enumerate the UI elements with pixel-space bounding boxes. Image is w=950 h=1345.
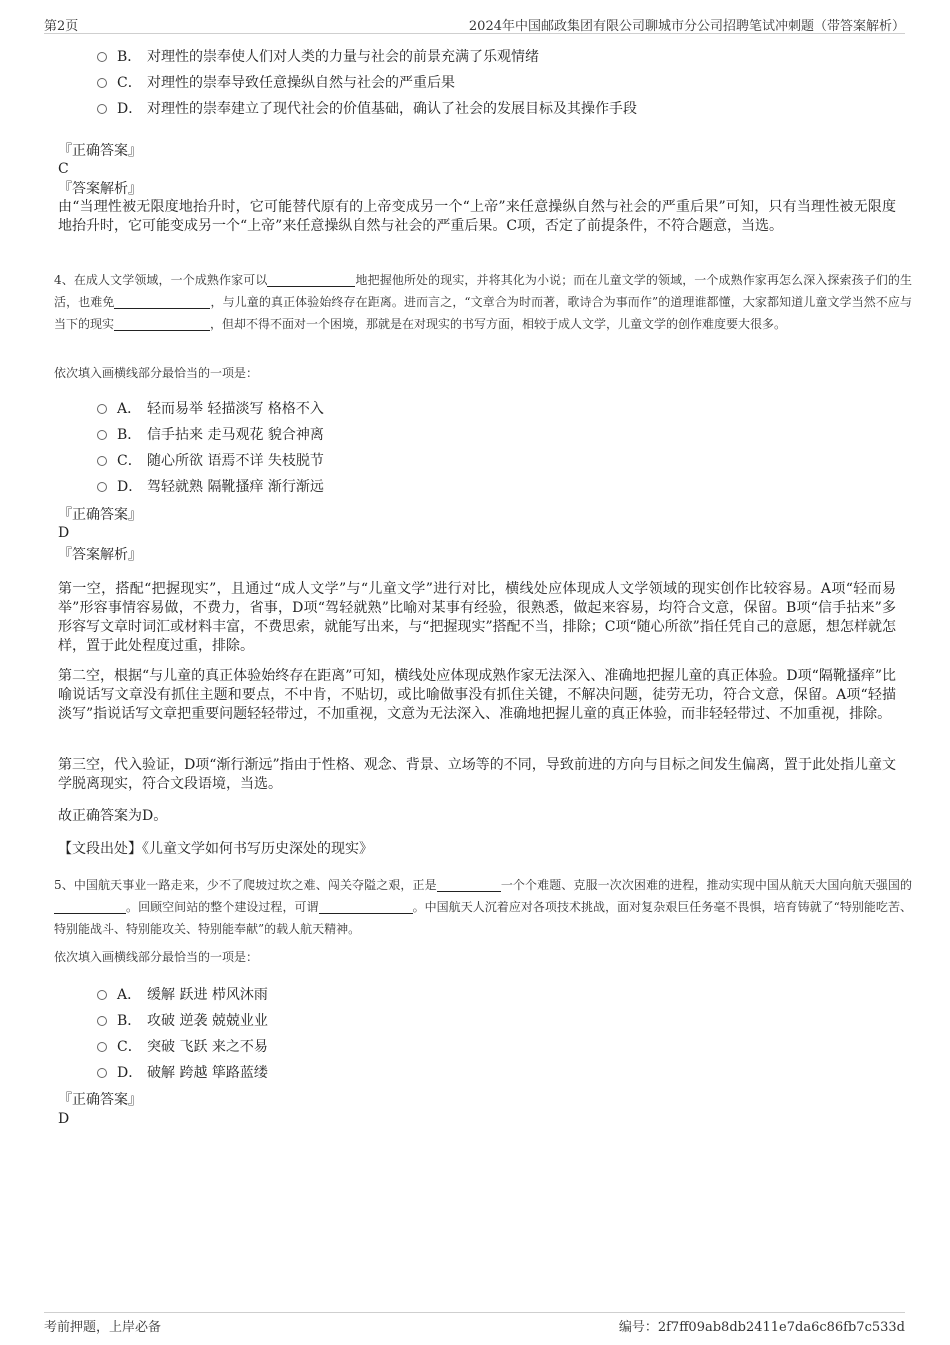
q5-stem: 5、中国航天事业一路走来，少不了爬坡过坎之难、闯关夺隘之艰，正是 一个个难题、克服一次次困难的进程，推动实现中国从航天大国向航天强国的。回顾空间站的整个建设过程，可谓 。中国航天人沉着应对各项技术挑战，面对复杂艰巨任务毫不畏惧，培育铸就了“特别能吃苦、特别能战斗、特别能攻关、特别能奉献”的载人航天精神。 (54, 878, 912, 936)
document-code: 编号：2f7ff09ab8db2411e7da6c86fb7c533d (618, 1320, 905, 1335)
radio-icon[interactable] (97, 1042, 107, 1052)
fill-blank (267, 272, 355, 287)
radio-icon[interactable] (97, 456, 107, 466)
document-title: 2024年中国邮政集团有限公司聊城市分公司招聘笔试冲刺题（带答案解析） (468, 19, 905, 34)
q4-analysis-para-3: 第三空，代入验证，D项“渐行渐远”指由于性格、观念、背景、立场等的不同，导致前进的方向与目标之间发生偏离，置于此处指儿童文学脱离现实，符合文段语境，当选。 (58, 757, 896, 792)
q3-answer-label: 『正确答案』 (58, 143, 142, 159)
radio-icon[interactable] (97, 1068, 107, 1078)
fill-blank (54, 899, 126, 914)
q3-option-c[interactable]: C． 对理性的崇奉导致任意操纵自然与社会的严重后果 (97, 73, 455, 93)
fill-blank (437, 877, 501, 892)
radio-icon[interactable] (97, 404, 107, 414)
q4-option-c[interactable]: C． 随心所欲 语焉不详 失枝脱节 (97, 451, 324, 471)
q5-answer-label: 『正确答案』 (58, 1092, 142, 1108)
q3-analysis-label: 『答案解析』 (58, 181, 142, 197)
q3-answer: C (58, 161, 69, 177)
fill-blank (319, 899, 413, 914)
q3-option-b[interactable]: B． 对理性的崇奉使人们对人类的力量与社会的前景充满了乐观情绪 (97, 47, 539, 67)
fill-blank (114, 294, 210, 309)
page-header (44, 14, 905, 34)
q5-option-c[interactable]: C． 突破 飞跃 来之不易 (97, 1037, 268, 1057)
radio-icon[interactable] (97, 52, 107, 62)
q5-option-a[interactable]: A． 缓解 跃进 栉风沐雨 (97, 985, 268, 1005)
q4-prompt: 依次填入画横线部分最恰当的一项是： (54, 366, 259, 380)
q4-analysis-para-1: 第一空，搭配“把握现实”，且通过“成人文学”与“儿童文学”进行对比，横线处应体现成人文学领域的现实创作比较容易。A项“轻而易举”形容事情容易做，不费力，省事，D项“驾轻就熟”比喻对某事有经验，很熟悉，做起来容易，均符合文意，保留。B项“信手拈来”多形容写文章时词汇或材料丰富，不费思索，就能写出来，与“把握现实”搭配不当，排除；C项“随心所欲”指任凭自己的意愿，想怎样就怎样，置于此处程度过重，排除。 (58, 581, 896, 654)
page-number: 第2页 (44, 19, 79, 34)
q5-option-d[interactable]: D． 破解 跨越 筚路蓝缕 (97, 1063, 268, 1083)
q4-answer: D (58, 525, 70, 541)
q4-answer-label: 『正确答案』 (58, 507, 142, 523)
q4-option-b[interactable]: B． 信手拈来 走马观花 貌合神离 (97, 425, 324, 445)
q5-prompt: 依次填入画横线部分最恰当的一项是： (54, 950, 259, 964)
q4-conclusion: 故正确答案为D。 (58, 808, 168, 824)
q4-analysis-para-2: 第二空，根据“与儿童的真正体验始终存在距离”可知，横线处应体现成熟作家无法深入、准确地把握儿童的真正体验。D项“隔靴搔痒”比喻说话写文章没有抓住主题和要点，不中肯，不贴切，或比喻做事没有抓住关键，不解决问题，徒劳无功，符合文意，保留。A项“轻描淡写”指说话写文章把重要问题轻轻带过，不加重视，文意为无法深入、准确地把握儿童的真正体验，而非轻轻带过、不加重视，排除。 (58, 668, 896, 722)
page-footer (44, 1312, 905, 1335)
q4-analysis-label: 『答案解析』 (58, 547, 142, 563)
radio-icon[interactable] (97, 482, 107, 492)
radio-icon[interactable] (97, 1016, 107, 1026)
radio-icon[interactable] (97, 990, 107, 1000)
q3-option-d[interactable]: D． 对理性的崇奉建立了现代社会的价值基础，确认了社会的发展目标及其操作手段 (97, 99, 637, 119)
q4-option-d[interactable]: D． 驾轻就熟 隔靴搔痒 渐行渐远 (97, 477, 324, 497)
q4-stem: 4、在成人文学领域，一个成熟作家可以 地把握他所处的现实，并将其化为小说；而在儿童文学的领域，一个成熟作家再怎么深入探索孩子们的生活，也难免 ，与儿童的真正体验始终存在距离。进而言之，“文章合为时而著，歌诗合为事而作”的道理谁都懂，大家都知道儿童文学当然不应与当下的现实 ，但却不得不面对一个困境，那就是在对现实的书写方面，相较于成人文学，儿童文学的创作难度要大很多。 (54, 273, 912, 331)
fill-blank (114, 316, 210, 331)
q3-analysis: 由“当理性被无限度地抬升时，它可能替代原有的上帝变成另一个“上帝”来任意操纵自然与社会的严重后果”可知，只有当理性被无限度地抬升时，它可能变成另一个“上帝”来任意操纵自然与社会的严重后果。C项，否定了前提条件，不符合题意，当选。 (58, 199, 896, 234)
q5-option-b[interactable]: B． 攻破 逆袭 兢兢业业 (97, 1011, 268, 1031)
radio-icon[interactable] (97, 430, 107, 440)
q4-option-a[interactable]: A． 轻而易举 轻描淡写 格格不入 (97, 399, 324, 419)
radio-icon[interactable] (97, 104, 107, 114)
radio-icon[interactable] (97, 78, 107, 88)
q4-source: 【文段出处】《儿童文学如何书写历史深处的现实》 (58, 841, 373, 857)
q5-answer: D (58, 1111, 70, 1127)
footer-slogan: 考前押题，上岸必备 (44, 1320, 162, 1335)
